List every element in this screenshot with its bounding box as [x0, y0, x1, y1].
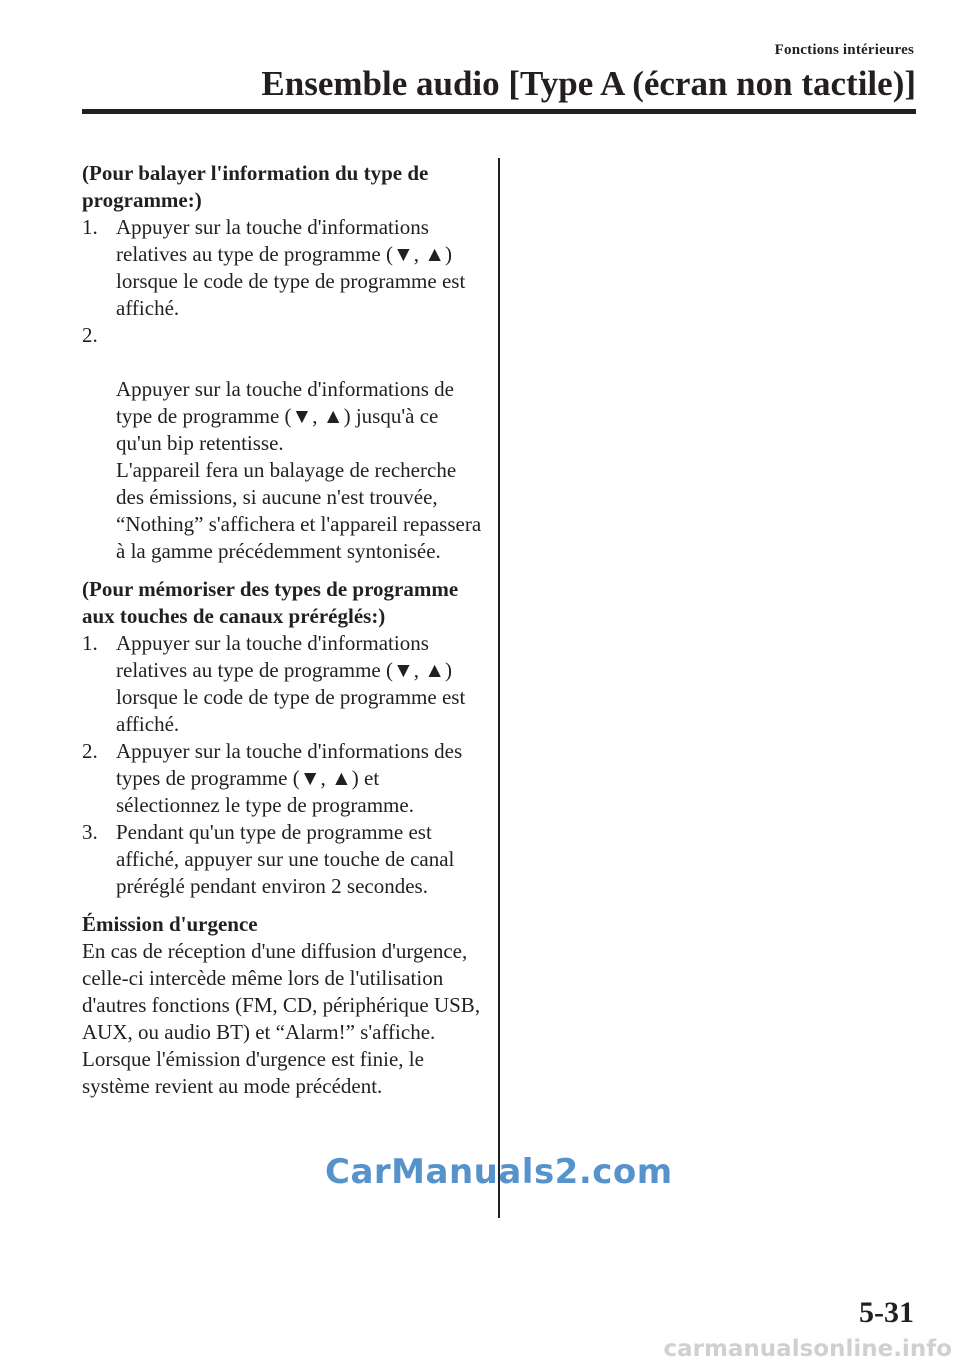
step-number: 3. — [82, 820, 98, 844]
left-column — [82, 160, 482, 1100]
page-title: Ensemble audio [Type A (écran non tactile)] — [261, 64, 916, 103]
step-text: Appuyer sur la touche d'informations des types de programme (▼, ▲) et sélectionnez le type de programme. — [116, 739, 463, 817]
emergency-heading: Émission d'urgence — [82, 912, 258, 936]
list-item — [82, 630, 482, 738]
list-item — [82, 214, 482, 322]
list-item — [82, 819, 482, 900]
watermark-logo: CarManuals2.com — [325, 1152, 673, 1192]
emergency-end-paragraph: Lorsque l'émission d'urgence est finie, le système revient au mode précédent. — [82, 1047, 424, 1098]
scan-steps — [82, 214, 482, 565]
store-heading: (Pour mémoriser des types de programme aux touches de canaux préréglés:) — [82, 577, 459, 628]
footer-brand: carmanualsonline.info — [663, 1336, 952, 1362]
step-text: Pendant qu'un type de programme est affiché, appuyer sur une touche de canal préréglé pendant environ 2 secondes. — [116, 820, 455, 898]
page-number: 5-31 — [859, 1296, 914, 1329]
section-header: Fonctions intérieures — [774, 42, 914, 58]
step-text: Appuyer sur la touche d'informations de type de programme (▼, ▲) jusqu'à ce qu'un bip retentisse. L'appareil fera un balayage de recherche des émissions, si aucune n'est trouvée, “Nothing” s'affichera et l'appareil repassera à la gamme précédemment syntonisée. — [116, 377, 482, 563]
step-text: Appuyer sur la touche d'informations relatives au type de programme (▼, ▲) lorsque le code de type de programme est affiché. — [116, 215, 466, 320]
list-item — [82, 322, 482, 565]
emergency-paragraph: En cas de réception d'une diffusion d'urgence, celle-ci intercède même lors de l'utilisation d'autres fonctions (FM, CD, périphérique USB, AUX, ou audio BT) et “Alarm!” s'affiche. — [82, 939, 481, 1044]
column-divider — [498, 158, 500, 1218]
step-number: 2. — [82, 739, 98, 763]
step-number: 2. — [82, 323, 98, 347]
store-steps — [82, 630, 482, 900]
list-item — [82, 738, 482, 819]
step-number: 1. — [82, 631, 98, 655]
step-text: Appuyer sur la touche d'informations relatives au type de programme (▼, ▲) lorsque le code de type de programme est affiché. — [116, 631, 466, 736]
header-divider — [82, 109, 916, 114]
step-number: 1. — [82, 215, 98, 239]
scan-heading: (Pour balayer l'information du type de programme:) — [82, 161, 429, 212]
